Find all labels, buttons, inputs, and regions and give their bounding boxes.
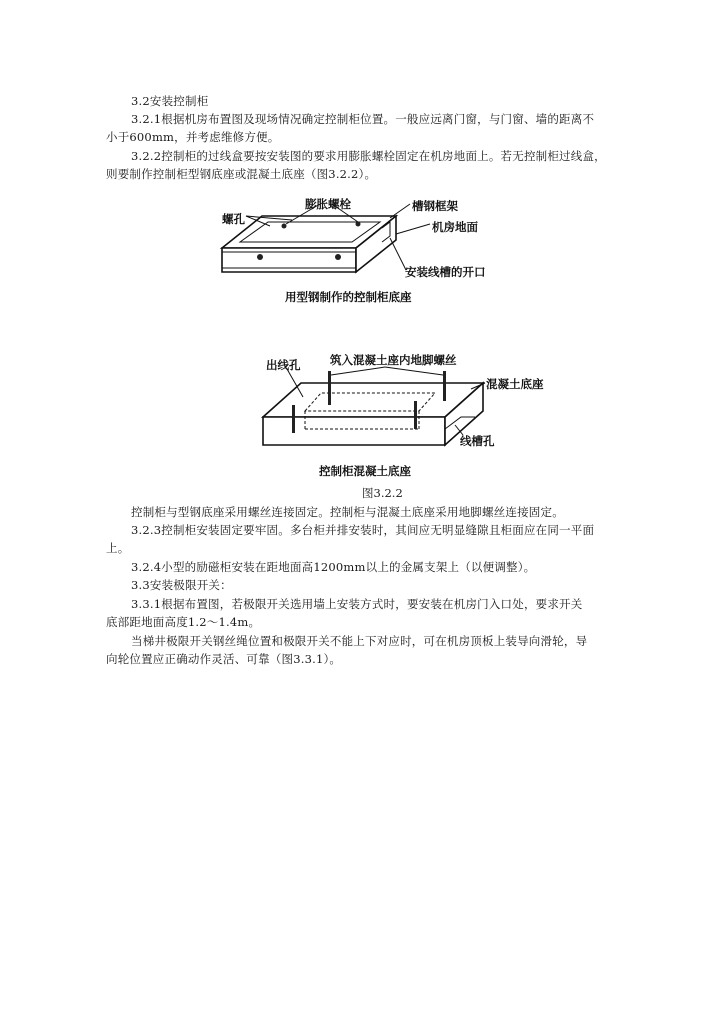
label-trough-hole: 线槽孔 bbox=[460, 434, 495, 448]
anchor-bolt-icon bbox=[292, 405, 295, 433]
anchor-bolt-icon bbox=[443, 371, 446, 401]
concrete-base-front bbox=[263, 417, 445, 445]
figure-number: 图3.2.2 bbox=[362, 486, 403, 500]
figure1-caption: 用型钢制作的控制柜底座 bbox=[285, 290, 412, 304]
paragraph-3-3-1-line2: 底部距地面高度1.2～1.4m。 bbox=[106, 615, 261, 629]
figure2-caption: 控制柜混凝土底座 bbox=[319, 464, 411, 478]
label-screw-hole: 螺孔 bbox=[222, 212, 245, 226]
paragraph-3-2-3-line1: 3.2.3控制柜安装固定要牢固。多台柜并排安装时，其间应无明显缝隙且柜面应在同一平面 bbox=[131, 523, 595, 537]
paragraph-3-2-4: 3.2.4小型的励磁柜安装在距地面高1200mm以上的金属支架上（以便调整）。 bbox=[131, 560, 536, 574]
paragraph-3-2-1-line2: 小于600mm，并考虑维修方便。 bbox=[106, 130, 280, 144]
paragraph-3-2-3-line2: 上。 bbox=[106, 541, 130, 555]
paragraph-guide-pulley-line1: 当梯井极限开关钢丝绳位置和极限开关不能上下对应时，可在机房顶板上装导向滑轮，导 bbox=[131, 634, 588, 648]
bolt-icon bbox=[282, 224, 287, 229]
label-anchor-bolt: 筑入混凝土座内地脚螺丝 bbox=[330, 353, 457, 367]
paragraph-3-2-2-line1: 3.2.2控制柜的过线盒要按安装图的要求用膨胀螺栓固定在机房地面上。若无控制柜过线盒， bbox=[131, 149, 606, 163]
label-channel-frame: 槽钢框架 bbox=[412, 199, 458, 213]
label-slot-opening: 安装线槽的开口 bbox=[405, 265, 486, 279]
paragraph-3-2-1-line1: 3.2.1根据机房布置图及现场情况确定控制柜位置。一般应远离门窗，与门窗、墙的距离不 bbox=[131, 112, 595, 126]
anchor-bolt-icon bbox=[328, 371, 331, 405]
label-outlet-hole: 出线孔 bbox=[266, 358, 301, 372]
bolt-icon bbox=[335, 254, 341, 260]
section-heading-3-2: 3.2安装控制柜 bbox=[131, 94, 209, 108]
label-expansion-bolt: 膨胀螺栓 bbox=[305, 197, 351, 211]
bolt-icon bbox=[356, 222, 361, 227]
label-machine-room-floor: 机房地面 bbox=[432, 220, 478, 234]
paragraph-3-3-1-line1: 3.3.1根据布置图，若极限开关选用墙上安装方式时，要安装在机房门入口处，要求开关 bbox=[131, 597, 583, 611]
paragraph-3-2-2-line2: 则要制作控制柜型钢底座或混凝土底座（图3.2.2）。 bbox=[106, 167, 377, 181]
bolt-icon bbox=[257, 254, 263, 260]
section-heading-3-3: 3.3安装极限开关： bbox=[131, 578, 232, 592]
paragraph-guide-pulley-line2: 向轮位置应正确动作灵活、可靠（图3.3.1）。 bbox=[106, 652, 342, 666]
label-concrete-base: 混凝土底座 bbox=[486, 377, 544, 391]
paragraph-connection: 控制柜与型钢底座采用螺丝连接固定。控制柜与混凝土底座采用地脚螺丝连接固定。 bbox=[131, 505, 564, 519]
anchor-bolt-icon bbox=[414, 401, 417, 429]
